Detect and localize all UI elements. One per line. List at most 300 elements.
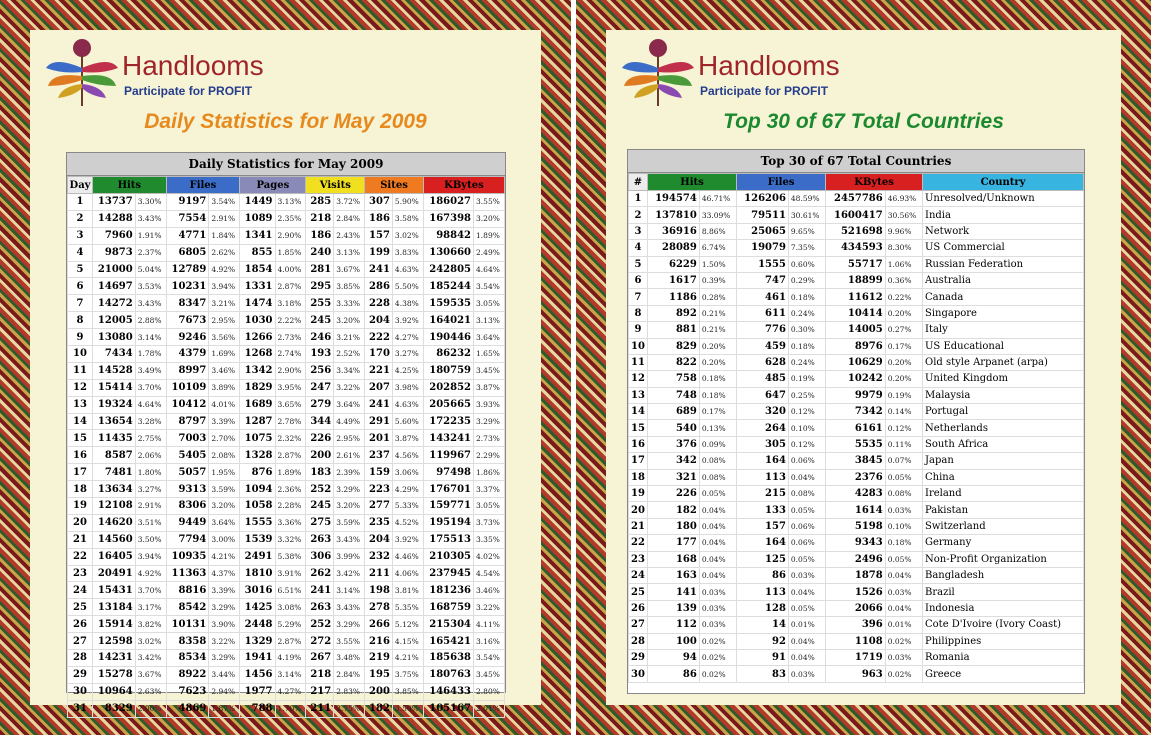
percent-cell: 3.64% [209, 514, 240, 531]
percent-cell: 3.83% [392, 244, 423, 261]
value-cell: 92 [737, 633, 789, 649]
country-name: South Africa [923, 436, 1084, 452]
percent-cell: 3.28% [135, 413, 166, 430]
percent-cell: 3.29% [334, 616, 365, 633]
table-row [68, 261, 505, 278]
percent-cell: 8.86% [699, 223, 736, 239]
percent-cell: 3.87% [392, 430, 423, 447]
value-cell: 7003 [166, 430, 209, 447]
row-index: 1 [629, 191, 648, 207]
value-cell: 211 [365, 565, 393, 582]
percent-cell: 2.95% [334, 430, 365, 447]
percent-cell: 3.64% [474, 329, 505, 346]
percent-cell: 7.35% [788, 240, 825, 256]
percent-cell: 0.21% [699, 322, 736, 338]
value-cell: 86 [737, 567, 789, 583]
percent-cell: 3.72% [334, 194, 365, 211]
value-cell: 263 [306, 531, 334, 548]
country-name: Cote D'Ivoire (Ivory Coast) [923, 617, 1084, 633]
value-cell: 137810 [648, 207, 700, 223]
percent-cell: 3.05% [474, 295, 505, 312]
percent-cell: 4.52% [392, 514, 423, 531]
percent-cell: 3.39% [209, 582, 240, 599]
country-name: China [923, 469, 1084, 485]
percent-cell: 4.29% [392, 481, 423, 498]
percent-cell: 3.20% [334, 312, 365, 329]
value-cell: 1810 [240, 565, 275, 582]
percent-cell: 0.18% [885, 535, 922, 551]
percent-cell: 3.30% [135, 194, 166, 211]
percent-cell: 3.45% [474, 666, 505, 683]
col-header-day: Day [68, 177, 93, 194]
row-index: 13 [68, 396, 93, 413]
percent-cell: 0.13% [699, 420, 736, 436]
percent-cell: 0.06% [788, 518, 825, 534]
value-cell: 125 [737, 551, 789, 567]
percent-cell: 0.03% [885, 649, 922, 665]
percent-cell: 4.63% [392, 396, 423, 413]
value-cell: 1555 [737, 256, 789, 272]
percent-cell: 0.14% [885, 404, 922, 420]
country-name: Pakistan [923, 502, 1084, 518]
percent-cell: 5.29% [275, 616, 306, 633]
value-cell: 277 [365, 498, 393, 515]
row-index: 5 [629, 256, 648, 272]
percent-cell: 0.08% [788, 486, 825, 502]
table-row [629, 486, 1084, 502]
country-name: Greece [923, 666, 1084, 682]
value-cell: 7673 [166, 312, 209, 329]
table-row [68, 633, 505, 650]
value-cell: 1600417 [826, 207, 886, 223]
value-cell: 285 [306, 194, 334, 211]
value-cell: 1526 [826, 584, 886, 600]
percent-cell: 0.07% [885, 453, 922, 469]
brand-logo [44, 38, 284, 108]
percent-cell: 3.48% [334, 650, 365, 667]
table-row [629, 191, 1084, 207]
percent-cell: 4.63% [392, 261, 423, 278]
percent-cell: 0.27% [885, 322, 922, 338]
percent-cell: 1.80% [135, 464, 166, 481]
percent-cell: 3.59% [209, 481, 240, 498]
value-cell: 21000 [93, 261, 136, 278]
value-cell: 237945 [423, 565, 473, 582]
value-cell: 647 [737, 387, 789, 403]
row-index: 8 [68, 312, 93, 329]
value-cell: 8329 [93, 700, 136, 717]
value-cell: 205665 [423, 396, 473, 413]
value-cell: 159535 [423, 295, 473, 312]
percent-cell: 4.92% [209, 261, 240, 278]
table-row [629, 404, 1084, 420]
percent-cell: 3.75% [392, 666, 423, 683]
percent-cell: 2.32% [275, 430, 306, 447]
row-index: 12 [629, 371, 648, 387]
value-cell: 2448 [240, 616, 275, 633]
percent-cell: 0.04% [699, 502, 736, 518]
row-index: 4 [68, 244, 93, 261]
percent-cell: 3.90% [209, 616, 240, 633]
value-cell: 7960 [93, 227, 136, 244]
table-row [629, 207, 1084, 223]
value-cell: 36916 [648, 223, 700, 239]
daily-stats-table-box [66, 152, 506, 715]
value-cell: 246 [306, 329, 334, 346]
percent-cell: 2.29% [474, 447, 505, 464]
value-cell: 9246 [166, 329, 209, 346]
row-index: 25 [68, 599, 93, 616]
row-index: 19 [629, 486, 648, 502]
percent-cell: 3.56% [209, 329, 240, 346]
value-cell: 211 [306, 700, 334, 717]
percent-cell: 0.04% [788, 584, 825, 600]
value-cell: 164021 [423, 312, 473, 329]
percent-cell: 3.81% [392, 582, 423, 599]
percent-cell: 0.03% [699, 600, 736, 616]
percent-cell: 4.49% [334, 413, 365, 430]
value-cell: 157 [737, 518, 789, 534]
value-cell: 1089 [240, 210, 275, 227]
table-row [629, 666, 1084, 682]
percent-cell: 3.85% [392, 683, 423, 700]
value-cell: 12108 [93, 498, 136, 515]
percent-cell: 2.90% [275, 227, 306, 244]
row-index: 14 [629, 404, 648, 420]
percent-cell: 0.05% [788, 502, 825, 518]
row-index: 7 [68, 295, 93, 312]
value-cell: 185638 [423, 650, 473, 667]
percent-cell: 0.28% [699, 289, 736, 305]
value-cell: 14697 [93, 278, 136, 295]
value-cell: 320 [737, 404, 789, 420]
value-cell: 177 [648, 535, 700, 551]
value-cell: 210305 [423, 548, 473, 565]
percent-cell: 4.64% [135, 396, 166, 413]
value-cell: 97498 [423, 464, 473, 481]
value-cell: 822 [648, 354, 700, 370]
percent-cell: 1.85% [275, 244, 306, 261]
percent-cell: 0.19% [788, 371, 825, 387]
table-row [68, 210, 505, 227]
table-row [68, 565, 505, 582]
percent-cell: 0.04% [699, 518, 736, 534]
row-index: 14 [68, 413, 93, 430]
value-cell: 10412 [166, 396, 209, 413]
col-header-rank: # [629, 174, 648, 191]
percent-cell: 0.10% [788, 420, 825, 436]
percent-cell: 3.14% [135, 329, 166, 346]
value-cell: 1829 [240, 379, 275, 396]
value-cell: 748 [648, 387, 700, 403]
country-name: Unresolved/Unknown [923, 191, 1084, 207]
table-row [68, 666, 505, 683]
value-cell: 1617 [648, 272, 700, 288]
percent-cell: 0.20% [885, 305, 922, 321]
percent-cell: 3.43% [135, 295, 166, 312]
percent-cell: 0.05% [885, 551, 922, 567]
percent-cell: 3.46% [209, 362, 240, 379]
value-cell: 344 [306, 413, 334, 430]
percent-cell: 0.04% [699, 535, 736, 551]
value-cell: 28089 [648, 240, 700, 256]
percent-cell: 0.03% [788, 666, 825, 682]
brand-tagline: Participate for PROFIT [700, 84, 829, 98]
percent-cell: 0.03% [788, 567, 825, 583]
value-cell: 540 [648, 420, 700, 436]
row-index: 28 [68, 650, 93, 667]
value-cell: 9343 [826, 535, 886, 551]
value-cell: 200 [306, 447, 334, 464]
table-row [68, 700, 505, 717]
value-cell: 217 [306, 683, 334, 700]
percent-cell: 3.99% [334, 548, 365, 565]
row-index: 3 [629, 223, 648, 239]
percent-cell: 1.65% [474, 346, 505, 363]
percent-cell: 3.93% [474, 396, 505, 413]
value-cell: 183 [306, 464, 334, 481]
value-cell: 181236 [423, 582, 473, 599]
percent-cell: 3.50% [135, 531, 166, 548]
value-cell: 119967 [423, 447, 473, 464]
table-row [68, 616, 505, 633]
loom-leaf-icon [620, 38, 696, 108]
value-cell: 94 [648, 649, 700, 665]
value-cell: 164 [737, 453, 789, 469]
percent-cell: 3.14% [275, 666, 306, 683]
percent-cell: 2.95% [209, 312, 240, 329]
row-index: 28 [629, 633, 648, 649]
percent-cell: 3.49% [135, 362, 166, 379]
percent-cell: 3.70% [135, 379, 166, 396]
value-cell: 2491 [240, 548, 275, 565]
value-cell: 126206 [737, 191, 789, 207]
value-cell: 8816 [166, 582, 209, 599]
value-cell: 218 [306, 666, 334, 683]
value-cell: 207 [365, 379, 393, 396]
percent-cell: 0.04% [699, 551, 736, 567]
value-cell: 202852 [423, 379, 473, 396]
value-cell: 1108 [826, 633, 886, 649]
percent-cell: 2.37% [135, 244, 166, 261]
value-cell: 232 [365, 548, 393, 565]
value-cell: 226 [648, 486, 700, 502]
value-cell: 9449 [166, 514, 209, 531]
value-cell: 18899 [826, 272, 886, 288]
row-index: 18 [68, 481, 93, 498]
percent-cell: 30.61% [788, 207, 825, 223]
value-cell: 7794 [166, 531, 209, 548]
table-row [629, 272, 1084, 288]
value-cell: 10109 [166, 379, 209, 396]
value-cell: 194574 [648, 191, 700, 207]
value-cell: 1075 [240, 430, 275, 447]
value-cell: 8976 [826, 338, 886, 354]
value-cell: 133 [737, 502, 789, 518]
country-name: Singapore [923, 305, 1084, 321]
row-index: 17 [68, 464, 93, 481]
value-cell: 13654 [93, 413, 136, 430]
value-cell: 10414 [826, 305, 886, 321]
row-index: 21 [68, 531, 93, 548]
percent-cell: 3.32% [275, 531, 306, 548]
country-name: Switzerland [923, 518, 1084, 534]
percent-cell: 2.01% [474, 700, 505, 717]
percent-cell: 1.69% [209, 346, 240, 363]
percent-cell: 2.08% [209, 447, 240, 464]
value-cell: 83 [737, 666, 789, 682]
value-cell: 252 [306, 616, 334, 633]
percent-cell: 3.46% [474, 582, 505, 599]
percent-cell: 4.11% [474, 616, 505, 633]
percent-cell: 1.78% [135, 346, 166, 363]
percent-cell: 3.67% [334, 261, 365, 278]
value-cell: 4283 [826, 486, 886, 502]
percent-cell: 4.02% [474, 548, 505, 565]
countries-inner [606, 30, 1121, 705]
value-cell: 14288 [93, 210, 136, 227]
value-cell: 241 [306, 582, 334, 599]
percent-cell: 3.29% [334, 481, 365, 498]
percent-cell: 3.58% [392, 210, 423, 227]
percent-cell: 3.73% [474, 514, 505, 531]
col-header-sites: Sites [365, 177, 424, 194]
value-cell: 11612 [826, 289, 886, 305]
percent-cell: 2.84% [334, 666, 365, 683]
value-cell: 130660 [423, 244, 473, 261]
percent-cell: 0.02% [699, 649, 736, 665]
table-row [629, 420, 1084, 436]
daily-heading: Daily Statistics for May 2009 [144, 110, 427, 133]
countries-table-title: Top 30 of 67 Total Countries [628, 150, 1084, 173]
percent-cell: 0.04% [788, 633, 825, 649]
row-index: 9 [68, 329, 93, 346]
percent-cell: 2.75% [334, 700, 365, 717]
value-cell: 180 [648, 518, 700, 534]
percent-cell: 3.20% [209, 498, 240, 515]
value-cell: 10964 [93, 683, 136, 700]
percent-cell: 3.54% [474, 650, 505, 667]
percent-cell: 0.18% [788, 289, 825, 305]
table-row [629, 322, 1084, 338]
value-cell: 159 [365, 464, 393, 481]
table-row [68, 278, 505, 295]
percent-cell: 4.15% [392, 633, 423, 650]
value-cell: 13184 [93, 599, 136, 616]
table-row [629, 469, 1084, 485]
percent-cell: 2.80% [474, 683, 505, 700]
country-name: United Kingdom [923, 371, 1084, 387]
value-cell: 291 [365, 413, 393, 430]
value-cell: 223 [365, 481, 393, 498]
value-cell: 8358 [166, 633, 209, 650]
percent-cell: 2.84% [334, 210, 365, 227]
percent-cell: 3.89% [209, 379, 240, 396]
value-cell: 1614 [826, 502, 886, 518]
table-row [629, 338, 1084, 354]
percent-cell: 2.28% [275, 498, 306, 515]
percent-cell: 0.12% [788, 404, 825, 420]
table-row [629, 600, 1084, 616]
value-cell: 12789 [166, 261, 209, 278]
percent-cell: 0.08% [699, 469, 736, 485]
table-row [629, 617, 1084, 633]
table-row [629, 289, 1084, 305]
percent-cell: 5.60% [392, 413, 423, 430]
percent-cell: 46.93% [885, 191, 922, 207]
table-row [629, 551, 1084, 567]
value-cell: 20491 [93, 565, 136, 582]
percent-cell: 0.18% [699, 387, 736, 403]
row-index: 5 [68, 261, 93, 278]
percent-cell: 0.18% [788, 338, 825, 354]
row-index: 29 [68, 666, 93, 683]
value-cell: 1854 [240, 261, 275, 278]
table-row [68, 498, 505, 515]
value-cell: 286 [365, 278, 393, 295]
value-cell: 7554 [166, 210, 209, 227]
row-index: 31 [68, 700, 93, 717]
percent-cell: 3.39% [209, 413, 240, 430]
table-row [68, 548, 505, 565]
table-row [68, 582, 505, 599]
value-cell: 855 [240, 244, 275, 261]
value-cell: 1555 [240, 514, 275, 531]
value-cell: 2066 [826, 600, 886, 616]
percent-cell: 3.94% [135, 548, 166, 565]
percent-cell: 0.02% [885, 633, 922, 649]
percent-cell: 2.52% [334, 346, 365, 363]
percent-cell: 0.04% [788, 469, 825, 485]
value-cell: 10935 [166, 548, 209, 565]
percent-cell: 3.18% [275, 295, 306, 312]
table-row [629, 518, 1084, 534]
percent-cell: 1.70% [275, 700, 306, 717]
countries-heading: Top 30 of 67 Total Countries [723, 110, 1004, 133]
value-cell: 788 [240, 700, 275, 717]
table-row [68, 650, 505, 667]
percent-cell: 2.87% [275, 633, 306, 650]
value-cell: 168 [648, 551, 700, 567]
percent-cell: 0.02% [885, 666, 922, 682]
value-cell: 146433 [423, 683, 473, 700]
country-name: Japan [923, 453, 1084, 469]
percent-cell: 2.83% [334, 683, 365, 700]
row-index: 1 [68, 194, 93, 211]
value-cell: 963 [826, 666, 886, 682]
value-cell: 13080 [93, 329, 136, 346]
table-row [629, 436, 1084, 452]
value-cell: 776 [737, 322, 789, 338]
value-cell: 242805 [423, 261, 473, 278]
row-index: 29 [629, 649, 648, 665]
percent-cell: 4.25% [392, 362, 423, 379]
percent-cell: 3.82% [135, 616, 166, 633]
value-cell: 14231 [93, 650, 136, 667]
value-cell: 91 [737, 649, 789, 665]
percent-cell: 4.21% [209, 548, 240, 565]
countries-panel [576, 0, 1151, 735]
value-cell: 157 [365, 227, 393, 244]
value-cell: 9313 [166, 481, 209, 498]
value-cell: 128 [737, 600, 789, 616]
value-cell: 1689 [240, 396, 275, 413]
table-row [629, 633, 1084, 649]
percent-cell: 4.00% [275, 261, 306, 278]
percent-cell: 5.35% [392, 599, 423, 616]
percent-cell: 3.42% [135, 650, 166, 667]
percent-cell: 1.50% [699, 256, 736, 272]
